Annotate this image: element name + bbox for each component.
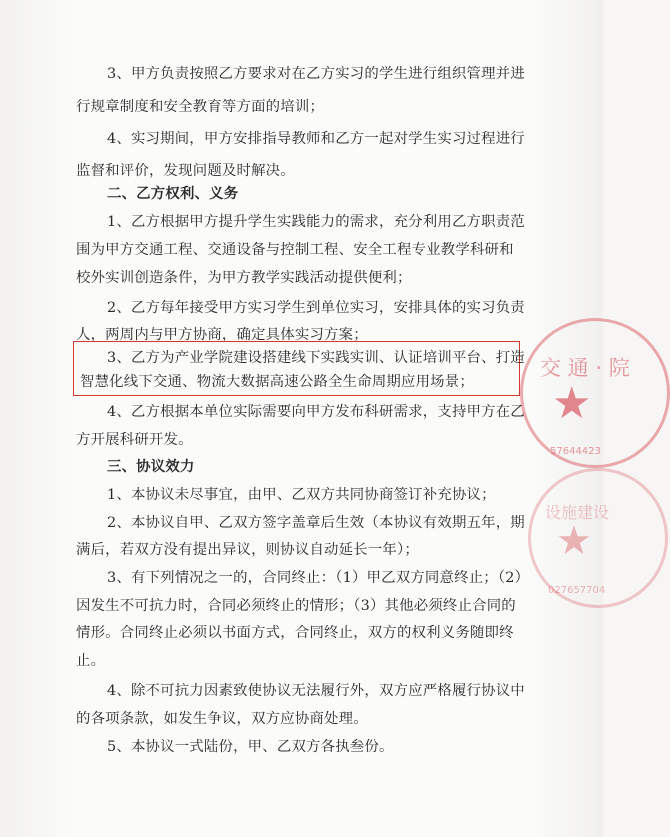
paragraph-line-highlighted: 智慧化线下交通、物流大数据高速公路全生命周期应用场景； bbox=[80, 374, 474, 390]
paragraph-line: 2、本协议自甲、乙双方签字盖章后生效（本协议有效期五年，期 bbox=[107, 515, 525, 531]
paragraph-line: 3、有下列情况之一的，合同终止：（1）甲乙双方同意终止；（2） bbox=[107, 570, 530, 586]
paragraph-line: 4、实习期间，甲方安排指导教师和乙方一起对学生实习过程进行 bbox=[107, 131, 525, 147]
paragraph-line: 3、甲方负责按照乙方要求对在乙方实习的学生进行组织管理并进 bbox=[107, 66, 525, 82]
paragraph-line: 情形。合同终止必须以书面方式，合同终止，双方的权利义务随即终 bbox=[76, 625, 514, 641]
seal-bottom-text: 设施建设 bbox=[545, 503, 610, 522]
section-heading: 三、协议效力 bbox=[107, 458, 195, 475]
paragraph-line: 2、乙方每年接受甲方实习学生到单位实习，安排具体的实习负责 bbox=[107, 300, 525, 316]
section-heading: 二、乙方权利、义务 bbox=[107, 185, 239, 202]
paragraph-line: 止。 bbox=[76, 653, 106, 669]
paragraph-line: 满后，若双方没有提出异议，则协议自动延长一年）； bbox=[76, 542, 419, 558]
paragraph-line: 4、除不可抗力因素致使协议无法履行外，双方应严格履行协议中 bbox=[107, 683, 525, 699]
paragraph-line: 的各项条款，如发生争议，双方应协商处理。 bbox=[76, 711, 368, 727]
paragraph-line: 围为甲方交通工程、交通设备与控制工程、安全工程专业教学科研和 bbox=[76, 242, 514, 258]
paragraph-line: 5、本协议一式陆份，甲、乙双方各执叁份。 bbox=[107, 739, 394, 755]
paragraph-line: 方开展科研开发。 bbox=[76, 432, 193, 448]
paragraph-line: 行规章制度和安全教育等方面的培训； bbox=[76, 99, 325, 115]
paragraph-line: 1、本协议未尽事宜，由甲、乙双方共同协商签订补充协议； bbox=[107, 487, 496, 503]
seal-top-number: 57644423 bbox=[550, 446, 601, 457]
seal-top-text: 交 通 · 院 bbox=[540, 356, 630, 380]
star-icon: ★ bbox=[552, 378, 592, 429]
paragraph-line: 4、乙方根据本单位实际需要向甲方发布科研需求，支持甲方在乙 bbox=[107, 404, 525, 420]
paragraph-line: 监督和评价，发现问题及时解决。 bbox=[76, 163, 295, 179]
paragraph-line: 因发生不可抗力时，合同必须终止的情形；（3）其他必须终止合同的 bbox=[76, 598, 516, 614]
paragraph-line: 1、乙方根据甲方提升学生实践能力的需求，充分利用乙方职责范 bbox=[107, 214, 525, 230]
star-icon: ★ bbox=[556, 518, 592, 564]
paragraph-line: 人，两周内与甲方协商，确定具体实习方案； bbox=[76, 327, 368, 343]
paragraph-line: 校外实训创造条件，为甲方教学实践活动提供便利； bbox=[76, 270, 412, 286]
paragraph-line-highlighted: 3、乙方为产业学院建设搭建线下实践实训、认证培训平台、打造 bbox=[107, 350, 525, 366]
seal-bottom-number: 027657704 bbox=[548, 585, 606, 596]
